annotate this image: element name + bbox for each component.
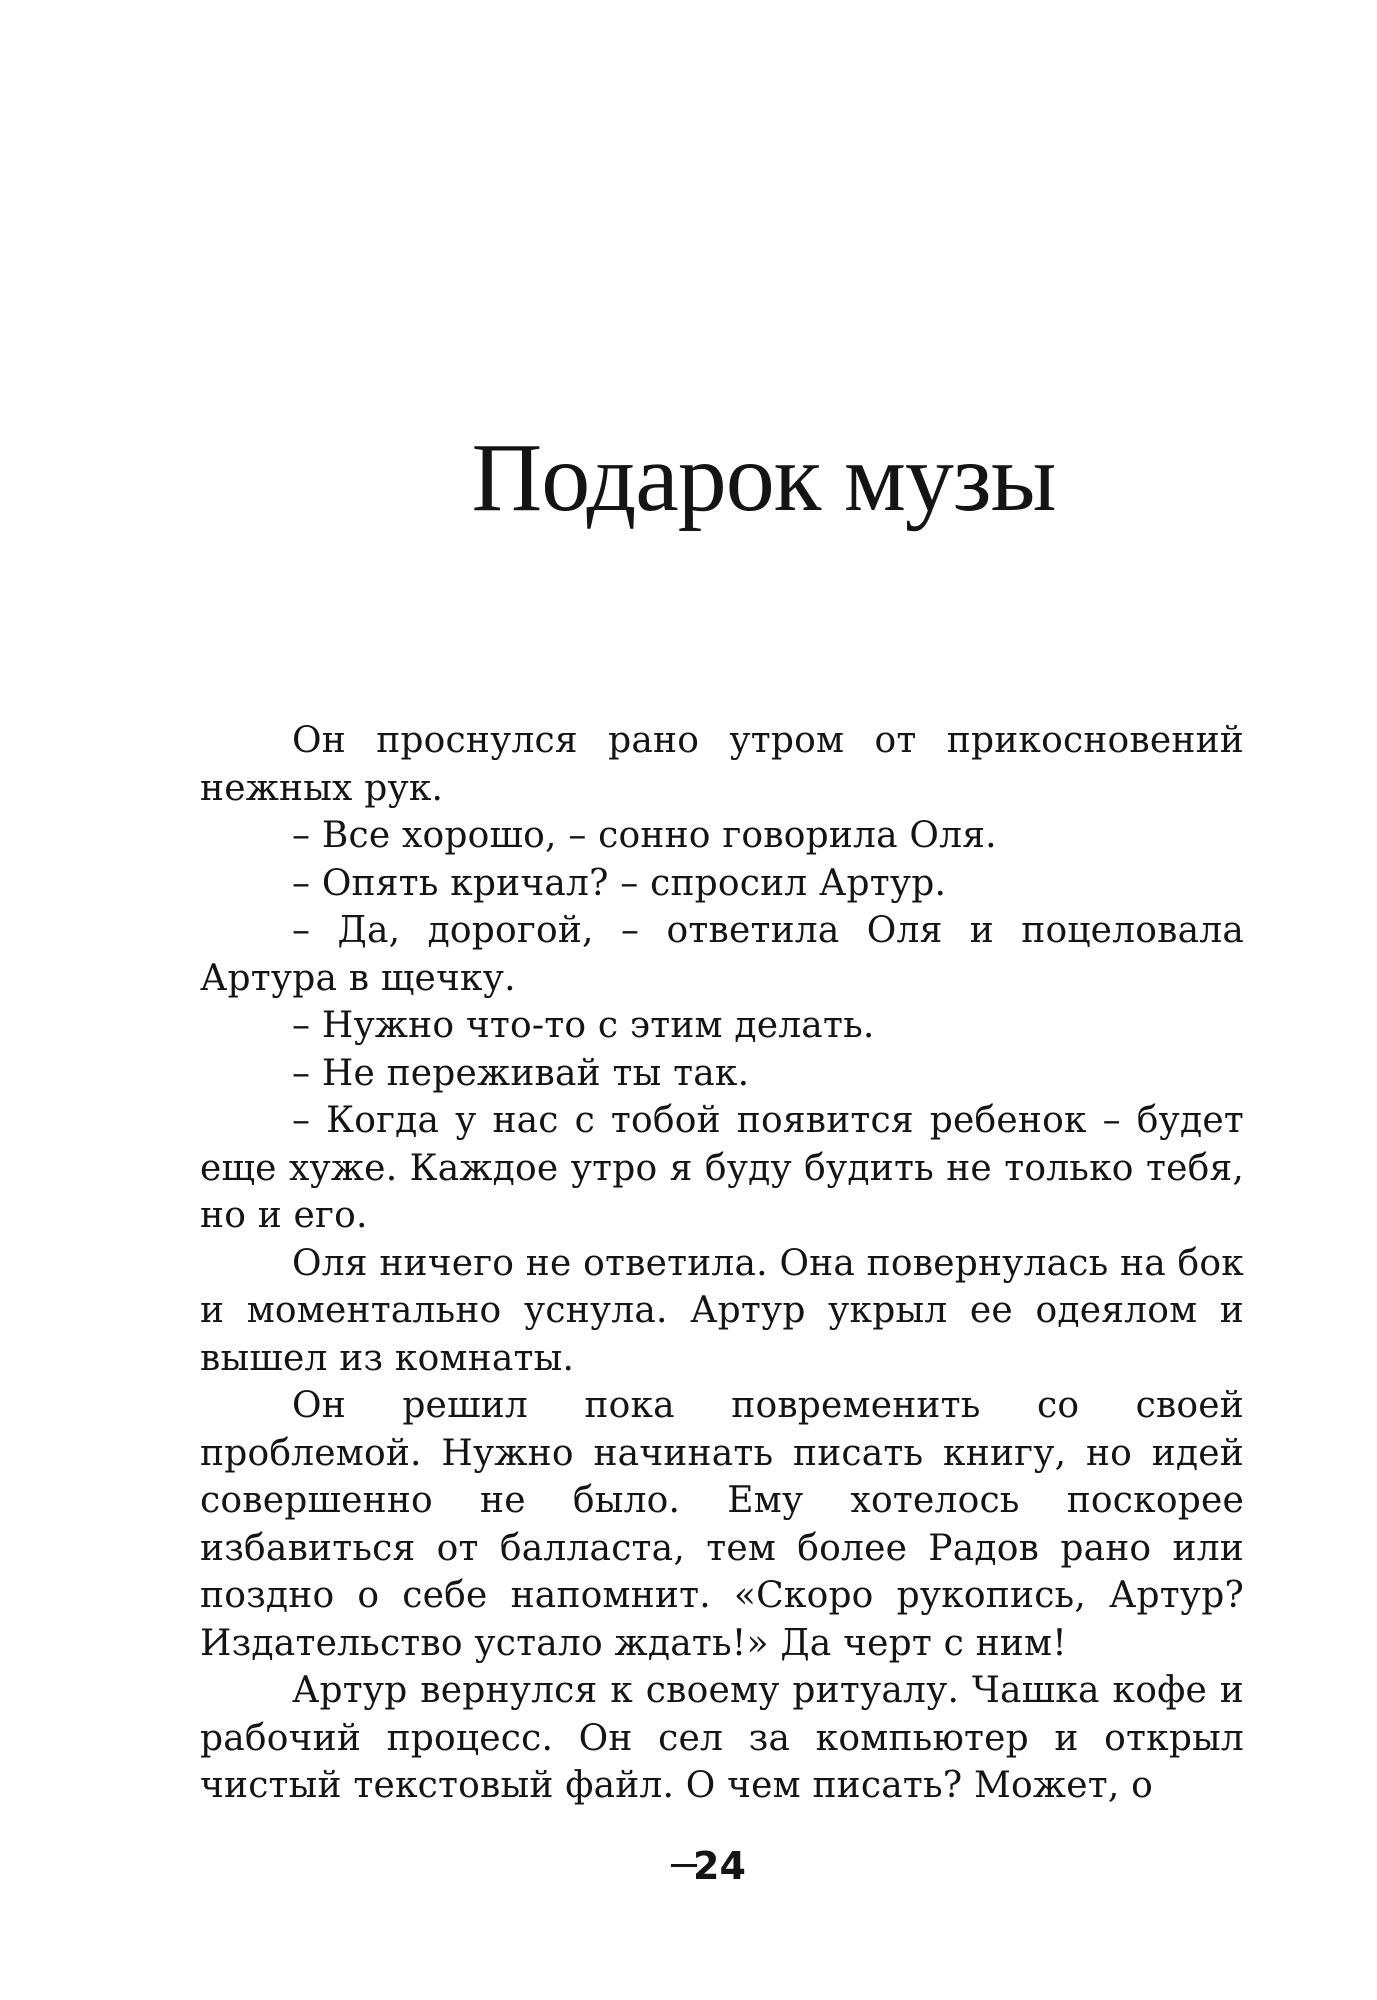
dialogue-line: – Когда у нас с тобой появится ребенок – будет еще хуже. Каждое утро я буду будить не только тебя, но и его.: [200, 1100, 1244, 1236]
dialogue-line: – Да, дорогой, – ответила Оля и поцеловала Артура в щечку.: [200, 910, 1244, 999]
dialogue-line: – Не переживай ты так.: [292, 1052, 750, 1094]
paragraph: Оля ничего не ответила. Она повернулась на бок и моментально уснула. Артур укрыл ее одеялом и вышел из комнаты.: [200, 1242, 1245, 1379]
dialogue-line: – Нужно что-то с этим делать.: [292, 1005, 875, 1046]
paragraph: Он решил пока повременить со своей проблемой. Нужно начинать писать книгу, но идей совершенно не было. Ему хотелось поскорее избавиться от балласта, тем более Радов рано или поздно о себе напомнит. «Скоро рукопись, Артур? Издательство устало ждать!» Да черт с ним!: [200, 1385, 1244, 1664]
page-number-value: 24: [693, 1844, 746, 1888]
page-number: [0, 1844, 1377, 1888]
chapter-title: Подарок музы: [471, 424, 1056, 532]
dialogue-line: – Опять кричал? – спросил Артур.: [292, 862, 947, 904]
dialogue-line: – Все хорошо, – сонно говорила Оля.: [292, 815, 997, 856]
paragraph: Артур вернулся к своему ритуалу. Чашка кофе и рабочий процесс. Он сел за компьютер и открыл чистый текстовый файл. О чем писать? Может, о: [200, 1670, 1244, 1806]
paragraph: Он проснулся рано утром от прикосновений нежных рук.: [200, 720, 1244, 809]
body-text: [200, 717, 1244, 1810]
